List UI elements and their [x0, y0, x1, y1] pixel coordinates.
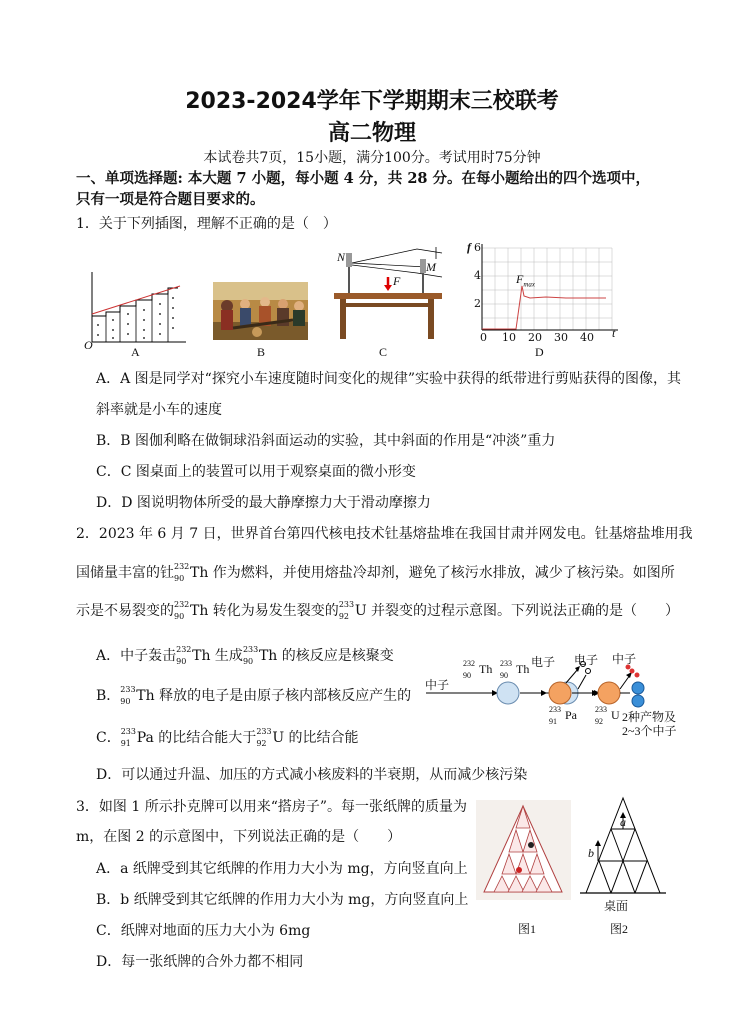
fig2-table-label: 桌面 — [604, 899, 629, 913]
fig-d-ylabel: f — [467, 240, 471, 254]
q1-figure-b-painting — [213, 282, 308, 340]
q2-stem-line2: 国储量丰富的钍 232 90 Th 作为燃料，并使用熔盐冷却剂，避免了核污水排放，减少了核污染。如图所 — [76, 562, 675, 583]
q1-option-c: C．C 图桌面上的装置可以用于观察桌面的微小形变 — [96, 464, 416, 480]
q1-option-a-cont: 斜率就是小车的速度 — [96, 402, 222, 418]
q1-option-a: A．A 图是同学对“探究小车速度随时间变化的规律”实验中获得的纸带进行剪贴获得的图像，其 — [96, 371, 681, 387]
fig-d-xlabel: t — [612, 326, 616, 340]
fig2-caption: 图2 — [610, 922, 629, 936]
page-title: 2023-2024学年下学期期末三校联考 — [185, 89, 559, 114]
q1-figure-c-apparatus — [332, 243, 447, 343]
fig-a-origin: O — [84, 338, 93, 352]
fig-d-xtick-10: 10 — [502, 331, 516, 344]
q1-option-b: B．B 图伽利略在做铜球沿斜面运动的实验，其中斜面的作用是“冲淡”重力 — [96, 433, 556, 449]
q3-figure1-card-house — [476, 800, 571, 900]
fig-c-n-label: N — [337, 250, 346, 264]
fig-d-label: D — [535, 345, 544, 359]
fig-d-ytick-4: 4 — [474, 269, 481, 282]
q2-option-d: D．可以通过升温、加压的方式减小核废料的半衰期，从而减少核污染 — [96, 767, 528, 783]
diagram-th232: 232 90 Th — [463, 659, 493, 681]
fig-d-ytick-6: 6 — [474, 241, 481, 254]
q2-stem-line1: 2．2023 年 6 月 7 日，世界首台第四代核电技术钍基熔盐堆在我国甘肃并网发电。钍基熔盐堆用我 — [76, 526, 693, 542]
section-heading-line2: 只有一项是符合题目要求的。 — [76, 191, 265, 208]
fig-b-label: B — [257, 345, 266, 359]
page-subtitle: 高二物理 — [327, 121, 416, 146]
q1-figure-a — [80, 250, 190, 360]
q3-stem-line2: m，在图 2 的示意图中，下列说法正确的是（ ） — [76, 829, 402, 845]
fig-c-m-label: M — [426, 260, 436, 274]
diagram-products-1: 2种产物及 — [622, 710, 677, 724]
exam-info: 本试卷共7页，15小题，满分100分。考试用时75分钟 — [203, 150, 541, 166]
fig-d-xtick-30: 30 — [554, 331, 568, 344]
diagram-pa233: 233 91 Pa — [549, 705, 577, 727]
q3-option-a: A．a 纸牌受到其它纸牌的作用力大小为 mg，方向竖直向上 — [96, 861, 468, 877]
fig2-label-b: b — [588, 846, 594, 860]
fig-a-label: A — [131, 345, 140, 359]
diagram-u233: 233 92 U — [595, 705, 620, 727]
section-heading-line1: 一、单项选择题: 本大题 7 小题，每小题 4 分，共 28 分。在每小题给出的四个选项中， — [76, 170, 651, 187]
diagram-neutron-out: 中子 — [612, 652, 637, 666]
q3-option-b: B．b 纸牌受到其它纸牌的作用力大小为 mg，方向竖直向上 — [96, 892, 469, 908]
q2-option-b: B． 233 90 Th 释放的电子是由原子核内部核反应产生的 — [96, 685, 412, 706]
fig-d-ytick-2: 2 — [474, 297, 481, 310]
q1-figure-d-graph — [466, 240, 626, 340]
fig-c-label: C — [379, 345, 388, 359]
fig-d-xtick-20: 20 — [528, 331, 542, 344]
diagram-electron-1: 电子 — [531, 655, 556, 669]
q3-option-d: D．每一张纸牌的合外力都不相同 — [96, 954, 304, 970]
diagram-products-2: 2~3个中子 — [622, 724, 677, 738]
fig-d-fmax: $F_{max}$ — [516, 272, 536, 289]
q2-option-a: A．中子轰击 232 90 Th 生成 233 90 Th 的核反应是核聚变 — [96, 645, 394, 666]
fig1-caption: 图1 — [518, 922, 537, 936]
diagram-neutron-in: 中子 — [425, 678, 450, 692]
fig-d-xtick-40: 40 — [580, 331, 594, 344]
q3-stem-line1: 3．如图 1 所示扑克牌可以用来“搭房子”。每一张纸牌的质量为 — [76, 799, 468, 815]
diagram-electron-2: 电子 — [574, 653, 599, 667]
q2-stem-line3: 示是不易裂变的 232 90 Th 转化为易发生裂变的 233 92 U 并裂变的过程示意图。下列说法正确的是（ ） — [76, 600, 680, 621]
q1-option-d: D．D 图说明物体所受的最大静摩擦力大于滑动摩擦力 — [96, 495, 431, 511]
diagram-th233: 233 90 Th — [500, 659, 530, 681]
q2-option-c: C． 233 91 Pa 的比结合能大于 233 92 U 的比结合能 — [96, 727, 359, 748]
fig2-label-a: a — [620, 815, 626, 829]
fig-d-xtick-0: 0 — [480, 331, 487, 344]
fig-c-f-label: F — [393, 274, 401, 288]
q1-stem: 1．关于下列插图，理解不正确的是（ ） — [76, 216, 337, 232]
q3-option-c: C．纸牌对地面的压力大小为 6mg — [96, 923, 311, 939]
